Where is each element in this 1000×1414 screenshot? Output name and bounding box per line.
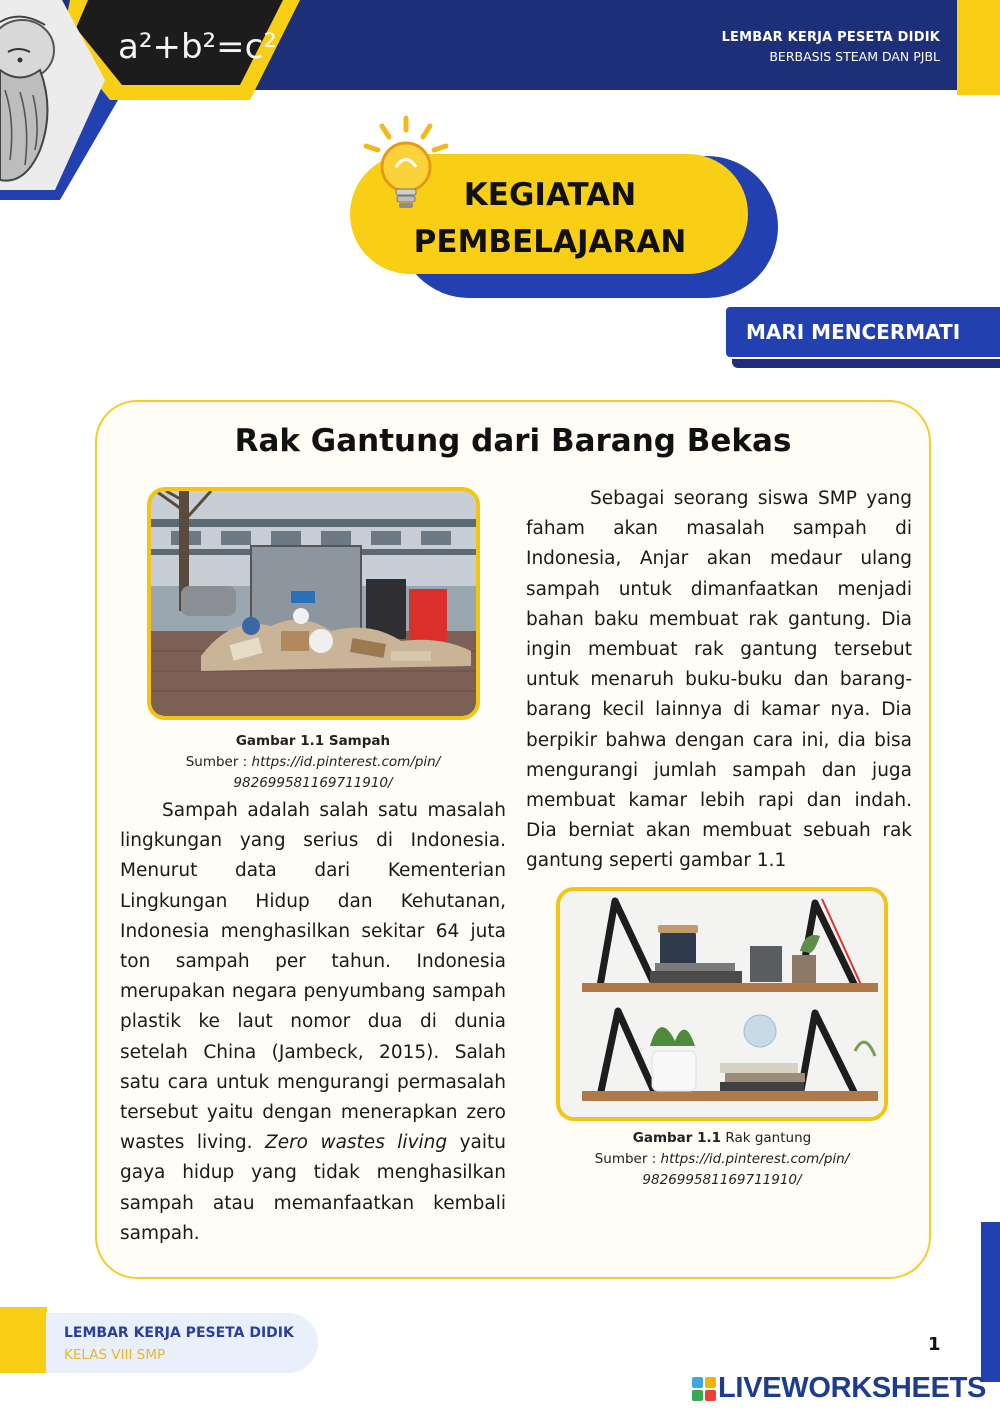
liveworksheets-logo[interactable] (692, 1372, 986, 1405)
paragraph-left (120, 796, 506, 1249)
figure1-label: Gambar 1.1 Sampah (235, 733, 391, 749)
figure1-source-url: https://id.pinterest.com/pin/ (251, 754, 441, 770)
header-title: LEMBAR KERJA PESETA DIDIK (721, 30, 940, 45)
chalk-formula: a²+b²=c² (118, 27, 277, 67)
footer-title: LEMBAR KERJA PESETA DIDIK (64, 1325, 294, 1341)
footer-right-bar (981, 1222, 1000, 1382)
trash-photo (147, 487, 480, 720)
badge-title (355, 172, 745, 266)
paragraph-right: Sebagai seorang siswa SMP yang faham akan masalah sampah di Indonesia, Anjar akan medaur ulang sampah untuk dimanfaatkan menjadi bahan baku membuat rak gantung. Dia ingin membuat rak gantung tersebut untuk menaruh buku-buku dan barang-barang kecil lainnya di kamar nya. Dia berpikir bahwa dengan cara ini, dia bisa mengurangi jumlah sampah dan juga membuat kamar lebih rapi dan indah. Dia berniat akan membuat sebuah rak gantung seperti gambar 1.1 (526, 488, 912, 872)
footer-accent-bar (0, 1307, 47, 1373)
header-text (722, 30, 940, 64)
figure2-label-bold: Gambar 1.1 (632, 1130, 722, 1146)
figure2-source-url: https://id.pinterest.com/pin/ (660, 1151, 850, 1167)
figure2-source-line2: 982699581169711910/ (642, 1172, 802, 1188)
section-tab: MARI MENCERMATI (724, 305, 1000, 359)
paragraph-left-part2: yaitu gaya hidup yang tidak menghasilkan sampah atau memanfaatkan kembali sampah. (120, 1132, 506, 1244)
figure1-source-prefix: Sumber : (185, 754, 252, 770)
liveworksheets-logo-icon (692, 1377, 716, 1401)
figure2-source-line1 (556, 1149, 888, 1170)
page-number: 1 (928, 1334, 941, 1355)
figure2-label-rest: Rak gantung (721, 1130, 812, 1146)
figure1-source-line1 (148, 752, 478, 773)
badge-title-line1: KEGIATAN (463, 177, 637, 213)
paragraph-left-italic: Zero wastes living (265, 1132, 448, 1154)
article-title: Rak Gantung dari Barang Bekas (234, 423, 792, 459)
figure1-caption (148, 731, 478, 794)
footer-subtitle: KELAS VIII SMP (64, 1347, 166, 1363)
figure2-caption (556, 1128, 888, 1191)
header-illustration (0, 0, 310, 200)
header-subtitle: BERBASIS STEAM DAN PJBL (769, 49, 940, 64)
figure1-source-line2: 982699581169711910/ (233, 775, 393, 791)
shelf-photo (556, 887, 888, 1121)
paragraph-left-part1: Sampah adalah salah satu masalah lingkungan yang serius di Indonesia. Menurut data dari Kementerian Lingkungan Hidup dan Kehutanan, Indonesia menghasilkan sekitar 64 juta ton sampah per tahun. Indonesia merupakan negara penyumbang sampah plastik ke laut nomor dua di dunia setelah China (Jambeck, 2015). Salah satu cara untuk mengurangi permasalah tersebut yaitu dengan menerapkan zero wastes living. (120, 800, 506, 1154)
badge-title-line2: PEMBELAJARAN (413, 224, 687, 260)
header-accent-bar (957, 0, 1000, 95)
liveworksheets-logo-text: LIVEWORKSHEETS (718, 1372, 987, 1404)
figure2-label (556, 1128, 888, 1149)
footer-pill (46, 1313, 318, 1373)
figure2-source-prefix: Sumber : (594, 1151, 661, 1167)
